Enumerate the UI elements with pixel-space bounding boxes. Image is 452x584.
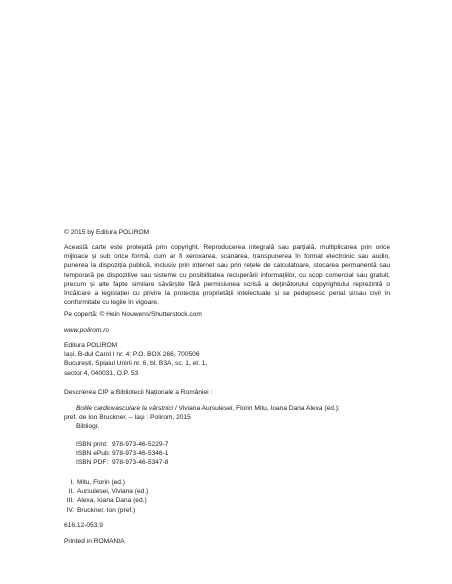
printed-in: Printed in ROMANIA xyxy=(64,538,125,545)
cip-heading-block xyxy=(64,388,390,397)
website-link[interactable]: www.polirom.ro xyxy=(64,327,110,334)
publisher-address-line: Iași, B-dul Carol I nr. 4; P.O. BOX 266, 700506 xyxy=(64,351,200,359)
publisher-name: Editura POLIROM xyxy=(64,342,118,349)
list-item xyxy=(60,506,386,515)
contributor-name: Aursulesei, Viviana (ed.) xyxy=(77,488,149,496)
cip-line-3: Bibliogr. xyxy=(76,423,100,431)
rights-paragraph: Această carte este protejată prin copyright. Reproducerea integrală sau parțială, multiplicarea prin orice mijloace și sub orice formă, cum ar fi xeroxarea, scanarea, transpunerea în format electronic sau audio, punerea la dispoziția publică, inclusiv prin internet sau prin rețele de calculatoare, stocarea permanentă sau temporară pe dispozitive sau sisteme cu posibilitatea recuperării informațiilor, cu scop comercial sau gratuit, precum și alte fapte similare săvârșite fără permisiunea scrisă a deținătorului copyrightului reprezintă o încălcare a legislației cu privire la protecția proprietății intelectuale și se pedepsesc penal și/sau civil în conformitate cu legile în vigoare. xyxy=(64,244,390,307)
copyright-text: © 2015 by Editura POLIROM xyxy=(64,229,150,236)
isbn-row xyxy=(76,440,402,449)
cover-credit: Pe copertă: © Hein Nouwens/Shutterstock.com xyxy=(64,311,202,318)
contributor-name: Mitu, Florin (ed.) xyxy=(77,479,125,486)
list-number: I. xyxy=(70,479,74,486)
list-item xyxy=(60,478,386,487)
contributor-name: Bruckner, Ion (pref.) xyxy=(77,506,136,514)
cip-heading: Descrierea CIP a Bibliotecii Naționale a României : xyxy=(64,389,213,396)
isbn-value: 978-973-46-5229-7 xyxy=(112,441,169,448)
printed-in-block xyxy=(64,537,390,546)
cip-record xyxy=(64,404,396,432)
publisher-block xyxy=(64,341,390,378)
classification-block xyxy=(64,521,390,530)
rights-paragraph-block xyxy=(64,243,390,307)
contributor-name: Alexa, Ioana Dana (ed.) xyxy=(77,497,147,505)
book-title: Bolile cardiovasculare la vârstnici xyxy=(76,405,174,412)
list-number: III. xyxy=(66,497,74,505)
isbn-label: ISBN PDF: xyxy=(76,459,109,467)
contributor-list xyxy=(60,478,386,515)
list-number: II. xyxy=(68,488,74,496)
isbn-row xyxy=(76,458,402,467)
copyright-line xyxy=(64,228,390,237)
book-authors: / Viviana Aursulesei, Florin Mitu, Ioana Dana Alexa (ed.); xyxy=(173,405,340,412)
list-number: IV. xyxy=(66,506,74,514)
cip-line-2: pref. de Ion Bruckner. – Iași : Polirom, 2015 xyxy=(64,414,191,422)
publisher-address-line: sector 4, 040031, O.P. 53 xyxy=(64,369,139,377)
cover-credit-block xyxy=(64,310,390,319)
isbn-label: ISBN print: xyxy=(76,441,108,448)
isbn-value: 978-973-46-5347-8 xyxy=(112,459,169,467)
classification-code: 616.12-053.9 xyxy=(64,522,103,529)
isbn-label: ISBN ePub: xyxy=(76,450,111,458)
website-block xyxy=(64,326,390,335)
publisher-address-line: București, Splaiul Unirii nr. 6, bl. B3A, sc. 1, et. 1, xyxy=(64,360,208,368)
list-item xyxy=(60,487,386,496)
list-item xyxy=(60,496,386,505)
isbn-row xyxy=(76,449,402,458)
isbn-list xyxy=(76,440,402,468)
isbn-value: 978-973-46-5346-1 xyxy=(112,450,169,458)
